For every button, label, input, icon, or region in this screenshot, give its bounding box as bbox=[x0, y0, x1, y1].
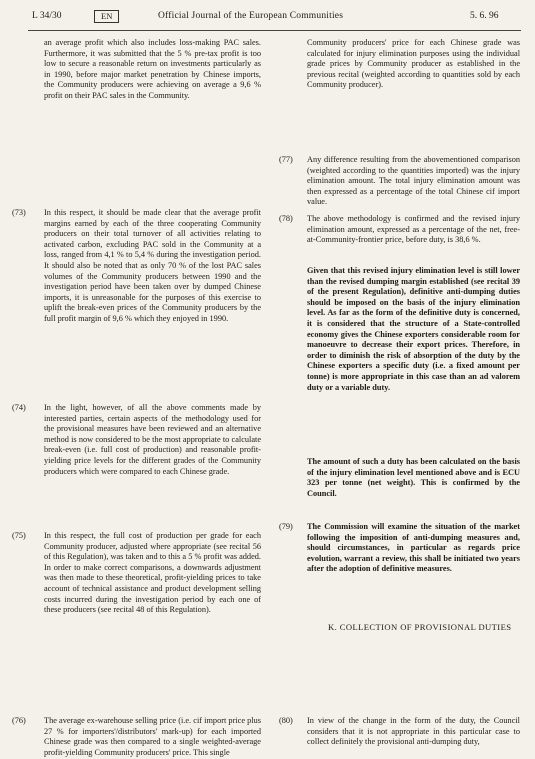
language-box: EN bbox=[94, 10, 119, 23]
recital-number-80: (80) bbox=[279, 716, 293, 725]
recital-number-74: (74) bbox=[12, 403, 26, 412]
recital-79: The Commission will examine the situation of the market following the imposition of anti-dumping measures and, should circumstances, in particular as regards price evolution, warrant a review, this shall be initiated two years after the adoption of definitive measures. bbox=[307, 522, 520, 574]
publication-date: 5. 6. 96 bbox=[470, 11, 499, 21]
recital-number-75: (75) bbox=[12, 531, 26, 540]
left-intro-paragraph: an average profit which also includes loss-making PAC sales. Furthermore, it was submitted that the 5 % pre-tax profit is too low to secure a reasonable return on investments particularly as in 1990, before major market penetration by Chinese imports, the Community producers were achieving on average a 9,6 % profit on their PAC sales in the Community. bbox=[44, 38, 261, 100]
right-intro-paragraph: Community producers' price for each Chinese grade was calculated for injury elimination purposes using the individual grade prices by Community producer as established in the previous recital (weighted according to quantities sold by each Community producer). bbox=[307, 38, 520, 90]
recital-number-79: (79) bbox=[279, 522, 293, 531]
recital-number-73: (73) bbox=[12, 208, 26, 217]
recital-number-76: (76) bbox=[12, 716, 26, 725]
recital-76: The average ex-warehouse selling price (i.e. cif import price plus 27 % for importers'/distributors' mark-up) for each imported Chinese grade was then compared to a single weighted-average profit-yielding Community producers' price. This single bbox=[44, 716, 261, 757]
recital-77: Any difference resulting from the abovementioned comparison (weighted according to the quantities imported) was the injury elimination amount. The total injury elimination amount was then expressed as a percentage of the total Chinese cif import value. bbox=[307, 155, 520, 207]
recital-78: The above methodology is confirmed and the revised injury elimination amount, expressed as a percentage of the net, free-at-Community-frontier price, before duty, is 38,6 %. bbox=[307, 214, 520, 245]
recital-78-duty-amount: The amount of such a duty has been calculated on the basis of the injury elimination level mentioned above and is ECU 323 per tonne (net weight). This is confirmed by the Council. bbox=[307, 457, 520, 498]
recital-number-78: (78) bbox=[279, 214, 293, 223]
page-header bbox=[0, 9, 535, 27]
recital-74: In the light, however, of all the above comments made by interested parties, certain aspects of the methodology used for the provisional measures have been reviewed and an alternative method is now considered to be the most appropriate to calculate break-even (i.e. full cost of production) and reasonable profit-yielding price levels for the different grades of the Community producers which were compared to each Chinese grade. bbox=[44, 403, 261, 476]
section-heading-k: K. COLLECTION OF PROVISIONAL DUTIES bbox=[328, 622, 512, 632]
page-number: L 34/30 bbox=[32, 11, 62, 21]
recital-78-duty-form: Given that this revised injury elimination level is still lower than the revised dumping margin established (see recital 39 of the present Regulation), definitive anti-dumping duties should be imposed on the basis of the injury elimination level. As far as the form of the definitive duty is concerned, it is considered that the structure of a State-controlled economy gives the Chinese exporters considerable room for manoeuvre to decrease their export prices. Therefore, in order to diminish the risk of absorption of the duty by the Chinese exporters a specific duty (i.e. a fixed amount per tonne) is more appropriate in this case than an ad valorem duty or a variable duty. bbox=[307, 266, 520, 392]
header-rule bbox=[28, 30, 521, 31]
recital-number-77: (77) bbox=[279, 155, 293, 164]
recital-75: In this respect, the full cost of production per grade for each Community producer, adjusted where appropriate (see recital 56 of this Regulation), was taken and to this a 5 % profit was added. In order to make correct comparisons, a downwards adjustment was then made to these theoretical, profit-yielding prices to take account of technical assistance and product development selling costs incurred during the investigation period by each one of these producers (see recital 48 of this Regulation). bbox=[44, 531, 261, 615]
recital-80: In view of the change in the form of the duty, the Council considers that it is not appropriate in this particular case to collect definitely the provisional anti-dumping duty, bbox=[307, 716, 520, 747]
journal-title: Official Journal of the European Communities bbox=[158, 11, 344, 21]
recital-73: In this respect, it should be made clear that the average profit margins earned by each of the three cooperating Community producers on their total turnover of all activities relating to activated carbon, excluding PAC sold in the Community at a loss, ranged from 4,1 % to 5,4 % during the investigation period. It should also be noted that as only 70 % of the lost PAC sales volumes of the Community producers between 1990 and the investigation period have been taken over by dumped Chinese imports, it is unreasonable for the purposes of this exercise to uplift the break-even prices of the Community producers by the full profit margin of 9,6 % which they enjoyed in 1990. bbox=[44, 208, 261, 323]
